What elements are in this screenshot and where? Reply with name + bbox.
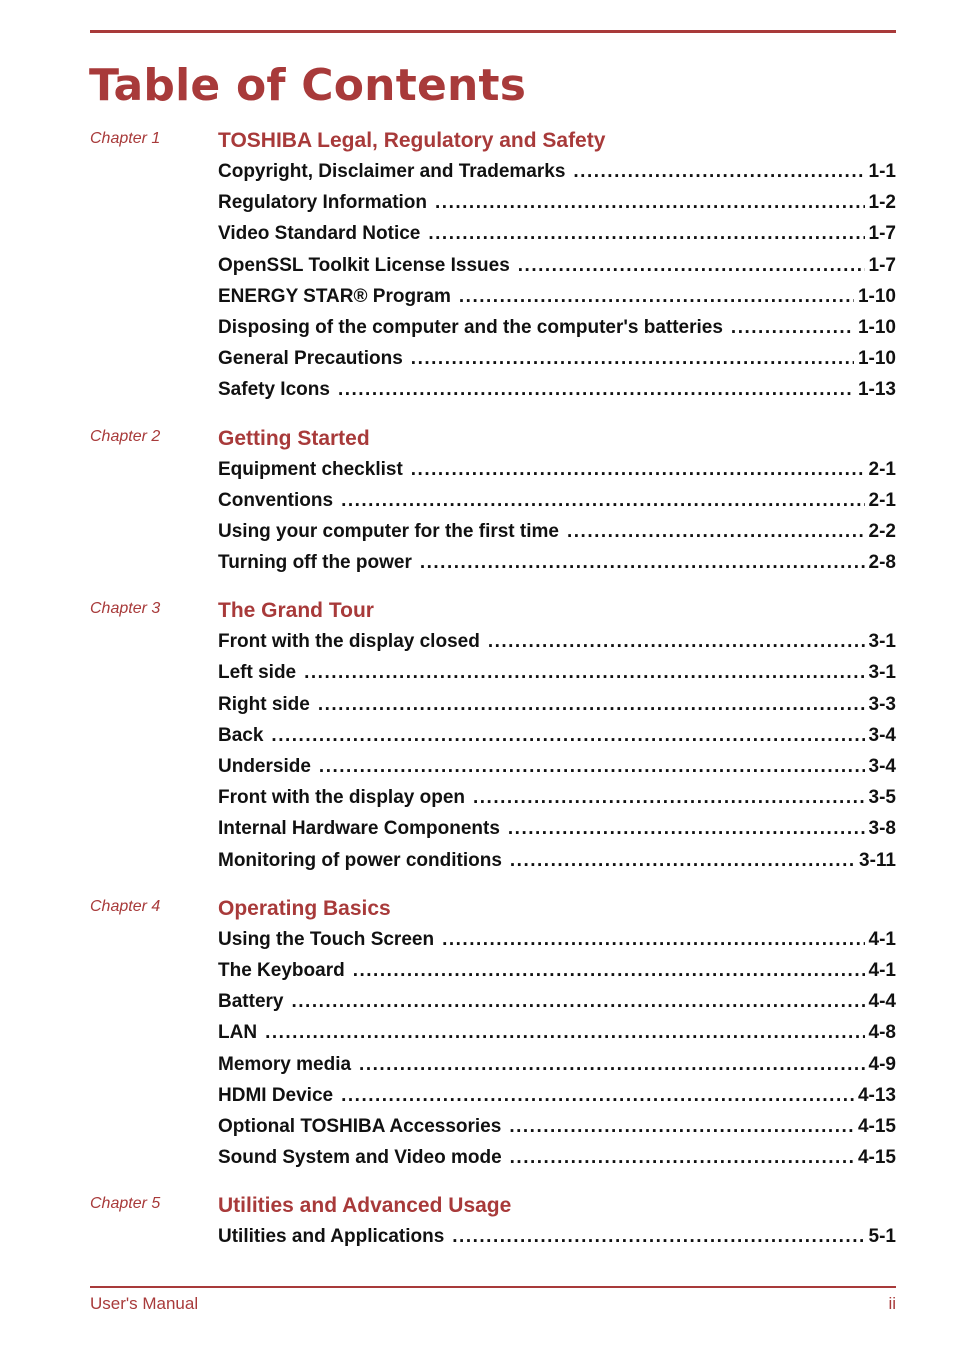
- toc-entry-title: Battery: [218, 991, 284, 1013]
- dot-leader: [510, 845, 855, 876]
- toc-entry-title: The Keyboard: [218, 959, 345, 981]
- dot-leader: [435, 187, 865, 218]
- footer-rule: [90, 1286, 896, 1288]
- toc-entry-title: Left side: [218, 662, 297, 684]
- toc-entry-link[interactable]: [218, 374, 896, 405]
- dot-leader: [567, 516, 865, 547]
- dot-leader: [573, 156, 864, 187]
- toc-entry-title: Internal Hardware Components: [218, 818, 500, 840]
- footer-manual-label: User's Manual: [90, 1294, 199, 1313]
- toc-entry-page: 3-1: [868, 631, 896, 653]
- chapter-section: [90, 1191, 896, 1252]
- chapter-label: Chapter 1: [90, 130, 161, 147]
- toc-entry-page: 3-5: [868, 787, 896, 809]
- toc-entry-page: 4-1: [868, 959, 896, 981]
- dot-leader: [510, 1142, 854, 1173]
- dot-leader: [271, 720, 864, 751]
- toc-entry-title: OpenSSL Toolkit License Issues: [218, 254, 510, 276]
- toc-entry-title: Optional TOSHIBA Accessories: [218, 1115, 502, 1137]
- toc-entry-title: Safety Icons: [218, 379, 330, 401]
- toc-entry-page: 3-1: [868, 662, 896, 684]
- chapter-label: Chapter 4: [90, 897, 161, 915]
- dot-leader: [508, 813, 865, 844]
- toc-entry-link[interactable]: [218, 751, 896, 782]
- toc-entry-page: 2-8: [868, 552, 896, 574]
- dot-leader: [473, 782, 865, 813]
- dot-leader: [319, 751, 865, 782]
- dot-leader: [341, 485, 864, 516]
- toc-entry-link[interactable]: [218, 657, 896, 688]
- dot-leader: [338, 374, 854, 405]
- toc-entry-link[interactable]: [218, 312, 896, 343]
- toc-entry-page: 1-7: [868, 254, 896, 276]
- toc-entry-page: 5-1: [868, 1226, 896, 1248]
- toc-entry-title: Front with the display open: [218, 787, 465, 809]
- toc-entry-title: Conventions: [218, 489, 334, 511]
- dot-leader: [442, 924, 864, 955]
- toc-entry-link[interactable]: [218, 782, 896, 813]
- toc-entry-page: 1-10: [857, 285, 896, 307]
- toc-entry-title: Utilities and Applications: [218, 1226, 445, 1248]
- toc-entry-title: ENERGY STAR® Program: [218, 285, 451, 307]
- chapter-title-link[interactable]: Utilities and Advanced Usage: [218, 1194, 512, 1218]
- dot-leader: [731, 312, 854, 343]
- toc-entry-page: 3-4: [868, 756, 896, 777]
- toc-entry-link[interactable]: [218, 955, 896, 986]
- toc-entry-link[interactable]: [218, 986, 896, 1017]
- toc-entry-title: HDMI Device: [218, 1084, 334, 1106]
- footer-page-number: ii: [888, 1294, 896, 1313]
- toc-entry-page: 2-1: [868, 489, 896, 511]
- toc-entry-title: Back: [218, 724, 264, 746]
- toc-entry-page: 3-8: [868, 818, 896, 840]
- dot-leader: [488, 626, 865, 657]
- dot-leader: [411, 454, 865, 485]
- toc-entry-title: Sound System and Video mode: [218, 1147, 502, 1169]
- dot-leader: [420, 547, 865, 578]
- toc-entry-link[interactable]: [218, 516, 896, 547]
- dot-leader: [341, 1080, 854, 1111]
- toc-entry-link[interactable]: [218, 1017, 896, 1048]
- chapter-title-link[interactable]: TOSHIBA Legal, Regulatory and Safety: [218, 129, 606, 152]
- chapter-label: Chapter 3: [90, 600, 161, 618]
- toc-entry-link[interactable]: [218, 250, 896, 281]
- toc-entry-page: 4-1: [868, 928, 896, 950]
- page-title: Table of Contents: [89, 60, 527, 111]
- toc-entry-title: Using your computer for the first time: [218, 520, 559, 542]
- toc-entry-page: 1-10: [857, 348, 896, 370]
- toc-entry-title: Turning off the power: [218, 552, 412, 574]
- toc-entry-page: 3-11: [859, 849, 896, 871]
- chapter-section: [90, 424, 896, 579]
- toc-entry-page: 2-2: [868, 520, 896, 542]
- toc-entry-link[interactable]: [218, 924, 896, 955]
- toc-entry-title: Equipment checklist: [218, 458, 403, 480]
- toc-entry-title: Underside: [218, 756, 311, 777]
- toc-entry-link[interactable]: [218, 547, 896, 578]
- toc-entry-link[interactable]: [218, 187, 896, 218]
- toc-entry-page: 4-8: [868, 1022, 896, 1044]
- toc-entry-link[interactable]: [218, 1080, 896, 1111]
- toc-entry-link[interactable]: [218, 218, 896, 249]
- toc-entry-link[interactable]: [218, 454, 896, 485]
- toc-entry-page: 1-13: [857, 379, 896, 401]
- toc-entry-page: 3-4: [868, 724, 896, 746]
- dot-leader: [291, 986, 864, 1017]
- dot-leader: [518, 250, 865, 281]
- toc-entry-link[interactable]: [218, 485, 896, 516]
- dot-leader: [459, 281, 854, 312]
- chapter-title-link[interactable]: The Grand Tour: [218, 599, 374, 623]
- chapter-title-link[interactable]: Operating Basics: [218, 896, 391, 920]
- toc-entry-title: General Precautions: [218, 348, 403, 370]
- toc-entry-link[interactable]: [218, 845, 896, 876]
- toc-entry-link[interactable]: [218, 1221, 896, 1252]
- toc-entry-page: 2-1: [868, 458, 896, 480]
- toc-entry-title: Front with the display closed: [218, 631, 480, 653]
- toc-entry-link[interactable]: [218, 1142, 896, 1173]
- toc-entry-title: Using the Touch Screen: [218, 928, 435, 950]
- toc-entry-link[interactable]: [218, 1049, 896, 1080]
- toc-entry-page: 4-4: [868, 991, 896, 1013]
- toc-entry-page: 4-9: [868, 1053, 896, 1075]
- toc-entry-page: 3-3: [868, 693, 896, 715]
- toc-entry-link[interactable]: [218, 1111, 896, 1142]
- chapter-title-link[interactable]: Getting Started: [218, 426, 370, 450]
- chapter-section: [90, 894, 896, 1174]
- toc-entry-link[interactable]: [218, 689, 896, 720]
- toc-entry-title: Disposing of the computer and the computer's batteries: [218, 316, 723, 338]
- toc-entry-link[interactable]: [218, 156, 896, 187]
- toc-entry-link[interactable]: [218, 343, 896, 374]
- toc-entry-title: Memory media: [218, 1053, 352, 1075]
- chapter-label: Chapter 5: [90, 1195, 161, 1213]
- toc-entry-title: Right side: [218, 693, 310, 715]
- toc-entry-page: 1-10: [857, 316, 896, 338]
- dot-leader: [304, 657, 864, 688]
- toc-entry-link[interactable]: [218, 720, 896, 751]
- toc-list: [90, 126, 896, 1270]
- dot-leader: [428, 218, 864, 249]
- toc-entry-page: 1-7: [868, 223, 896, 245]
- dot-leader: [265, 1017, 864, 1048]
- dot-leader: [452, 1221, 864, 1252]
- toc-entry-link[interactable]: [218, 281, 896, 312]
- toc-entry-title: Regulatory Information: [218, 192, 428, 214]
- top-rule: [90, 30, 896, 33]
- toc-entry-title: Video Standard Notice: [218, 223, 421, 245]
- toc-entry-page: 4-15: [857, 1115, 896, 1137]
- chapter-section: [90, 596, 896, 876]
- dot-leader: [318, 689, 865, 720]
- toc-entry-page: 1-1: [868, 161, 896, 182]
- chapter-label: Chapter 2: [90, 427, 161, 445]
- dot-leader: [509, 1111, 854, 1142]
- toc-entry-page: 1-2: [868, 192, 896, 214]
- dot-leader: [353, 955, 865, 986]
- dot-leader: [411, 343, 854, 374]
- toc-entry-link[interactable]: [218, 813, 896, 844]
- dot-leader: [359, 1049, 864, 1080]
- toc-entry-page: 4-13: [857, 1084, 896, 1106]
- toc-entry-title: Monitoring of power conditions: [218, 849, 502, 871]
- toc-entry-page: 4-15: [857, 1147, 896, 1169]
- toc-entry-link[interactable]: [218, 626, 896, 657]
- toc-entry-title: LAN: [218, 1022, 258, 1044]
- chapter-section: [90, 126, 896, 406]
- toc-entry-title: Copyright, Disclaimer and Trademarks: [218, 161, 566, 182]
